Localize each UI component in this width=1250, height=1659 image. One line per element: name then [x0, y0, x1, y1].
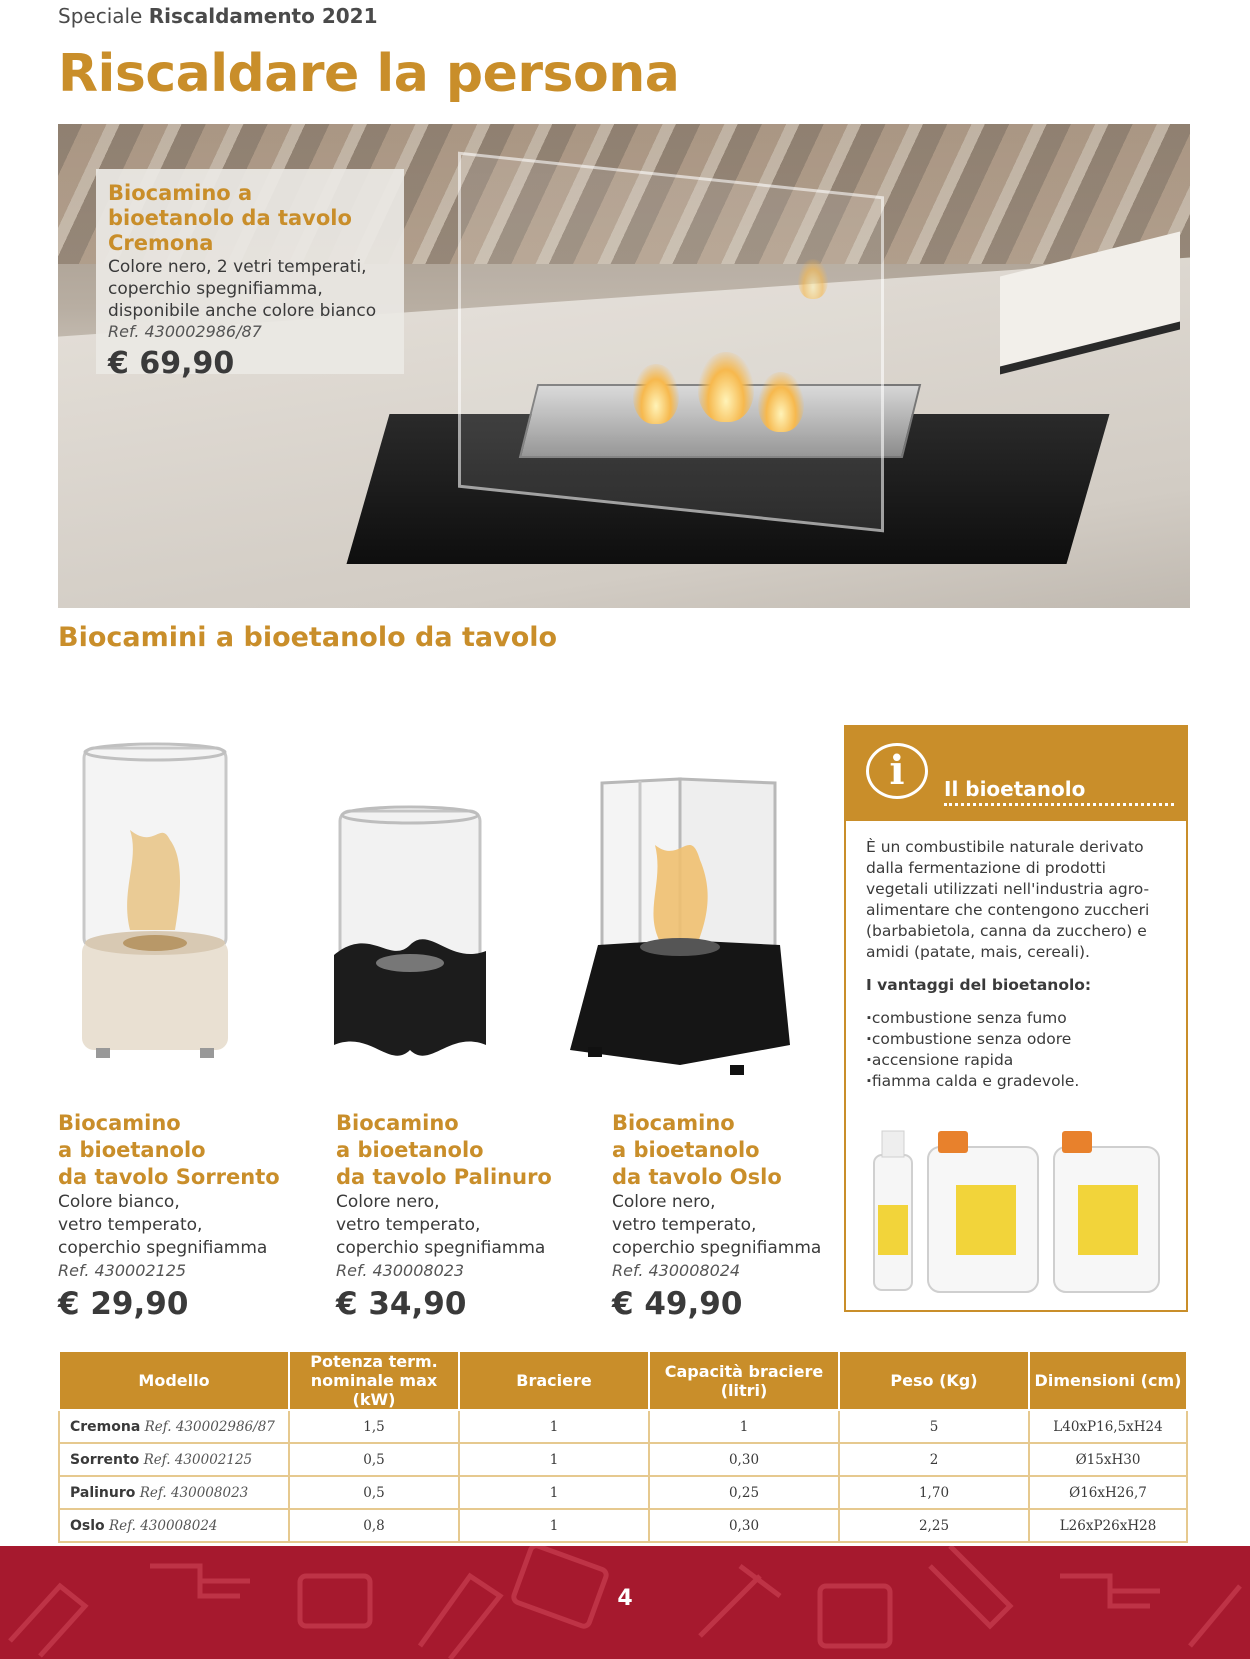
burner-icon — [123, 935, 187, 951]
product-desc-line: coperchio spegnifiamma — [612, 1238, 822, 1258]
product-ref: Ref. 430002125 — [58, 1261, 187, 1280]
info-box-title: Il bioetanolo — [944, 777, 1086, 801]
flame-icon — [127, 830, 180, 930]
product-title-line: Biocamino — [336, 1111, 459, 1135]
product-desc-line: vetro temperato, — [58, 1215, 203, 1235]
product-oslo — [612, 1110, 872, 1322]
info-box-body — [846, 821, 1186, 1092]
model-name: Cremona — [70, 1418, 141, 1435]
spec-table — [58, 1350, 1188, 1543]
cell-weight: 2,25 — [839, 1509, 1029, 1542]
table-header-row — [59, 1351, 1187, 1410]
col-header: Dimensioni (cm) — [1029, 1351, 1187, 1410]
cell-weight: 1,70 — [839, 1476, 1029, 1509]
cell-capacity: 0,30 — [649, 1509, 839, 1542]
jerrycan-label — [1078, 1185, 1138, 1255]
model-ref: Ref. 430008024 — [108, 1517, 218, 1534]
col-header: Capacità braciere (litri) — [649, 1351, 839, 1410]
table-row — [59, 1509, 1187, 1542]
cell-power: 0,5 — [289, 1443, 459, 1476]
product-desc-line: vetro temperato, — [612, 1215, 757, 1235]
section-title: Biocamini a bioetanolo da tavolo — [58, 622, 558, 653]
hero-product-price: € 69,90 — [108, 346, 235, 381]
product-title-line: da tavolo Sorrento — [58, 1165, 280, 1189]
product-price: € 29,90 — [58, 1286, 189, 1322]
foot — [588, 1047, 602, 1057]
hero-product-desc: Colore nero, 2 vetri temperati, coperchio spegnifiamma, disponibile anche colore bianco — [108, 257, 377, 321]
cell-power: 0,5 — [289, 1476, 459, 1509]
dotted-divider — [944, 803, 1174, 806]
cell-braciere: 1 — [459, 1443, 649, 1476]
table-row — [59, 1443, 1187, 1476]
cell-braciere: 1 — [459, 1410, 649, 1443]
product-ref: Ref. 430008023 — [336, 1261, 465, 1280]
oslo-image — [570, 775, 790, 1080]
cell-dimensions: L40xP16,5xH24 — [1029, 1410, 1187, 1443]
page-kicker — [58, 4, 377, 28]
page-number: 4 — [617, 1586, 633, 1611]
cell-capacity: 0,30 — [649, 1443, 839, 1476]
cell-weight: 2 — [839, 1443, 1029, 1476]
product-title-line: da tavolo Palinuro — [336, 1165, 552, 1189]
product-palinuro — [336, 1110, 596, 1322]
advantages-list — [866, 1008, 1166, 1092]
product-title-line: Biocamino — [58, 1111, 181, 1135]
cell-dimensions: L26xP26xH28 — [1029, 1509, 1187, 1542]
burner-icon — [640, 938, 720, 956]
col-header: Modello — [59, 1351, 289, 1410]
page-title: Riscaldare la persona — [58, 44, 680, 104]
cell-capacity: 0,25 — [649, 1476, 839, 1509]
cell-power: 1,5 — [289, 1410, 459, 1443]
burner-icon — [376, 954, 444, 972]
product-desc-line: Colore nero, — [336, 1192, 440, 1212]
product-ref: Ref. 430008024 — [612, 1261, 741, 1280]
advantages-title: I vantaggi del bioetanolo: — [866, 976, 1092, 994]
cell-model — [59, 1476, 289, 1509]
cell-capacity: 1 — [649, 1410, 839, 1443]
foot — [730, 1065, 744, 1075]
cell-model — [59, 1443, 289, 1476]
product-desc-line: Colore nero, — [612, 1192, 716, 1212]
cell-weight: 5 — [839, 1410, 1029, 1443]
product-desc-line: coperchio spegnifiamma — [336, 1238, 546, 1258]
col-header: Peso (Kg) — [839, 1351, 1029, 1410]
model-name: Sorrento — [70, 1451, 140, 1468]
kicker-bold: Riscaldamento 2021 — [148, 4, 378, 28]
table-row — [59, 1410, 1187, 1443]
product-title-line: a bioetanolo — [336, 1138, 484, 1162]
cell-model — [59, 1509, 289, 1542]
info-box-header — [846, 727, 1186, 821]
foot — [96, 1048, 110, 1058]
product-price: € 34,90 — [336, 1286, 467, 1322]
cell-braciere: 1 — [459, 1476, 649, 1509]
jerrycan-cap — [938, 1131, 968, 1153]
product-desc-line: coperchio spegnifiamma — [58, 1238, 268, 1258]
advantage-item: · accensione rapida — [866, 1050, 1166, 1071]
bottle-label — [878, 1205, 908, 1255]
info-icon: i — [866, 743, 928, 799]
bioethanol-bottles-image — [866, 1125, 1166, 1295]
palinuro-image — [330, 805, 490, 1075]
cell-dimensions: Ø16xH26,7 — [1029, 1476, 1187, 1509]
info-description: È un combustibile naturale derivato dalla fermentazione di prodotti vegetali utilizzati nell'industria agro-alimentare che contengono zuccheri (barbabietola, canna da zucchero) e amidi (patate, mais, cereali). — [866, 838, 1150, 961]
hero-glass-panel — [458, 152, 884, 533]
col-header: Braciere — [459, 1351, 649, 1410]
white-base — [82, 940, 228, 1050]
jerrycan-cap — [1062, 1131, 1092, 1153]
jerrycan-label — [956, 1185, 1016, 1255]
product-price: € 49,90 — [612, 1286, 743, 1322]
hero-product-ref: Ref. 430002986/87 — [108, 322, 262, 341]
model-ref: Ref. 430002986/87 — [144, 1418, 275, 1435]
model-name: Oslo — [70, 1517, 105, 1534]
model-ref: Ref. 430008023 — [139, 1484, 249, 1501]
model-ref: Ref. 430002125 — [143, 1451, 253, 1468]
cell-power: 0,8 — [289, 1509, 459, 1542]
bioethanol-info-box — [844, 725, 1188, 1312]
product-desc-line: Colore bianco, — [58, 1192, 180, 1212]
cell-model — [59, 1410, 289, 1443]
product-title-line: Biocamino — [612, 1111, 735, 1135]
col-header: Potenza term. nominale max (kW) — [289, 1351, 459, 1410]
product-title-line: a bioetanolo — [612, 1138, 760, 1162]
product-sorrento — [58, 1110, 318, 1322]
flame-icon — [653, 845, 707, 950]
advantage-item: · combustione senza fumo — [866, 1008, 1166, 1029]
table-row — [59, 1476, 1187, 1509]
hero-image — [58, 124, 1190, 608]
product-title-line: a bioetanolo — [58, 1138, 206, 1162]
foot — [200, 1048, 214, 1058]
footer-band — [0, 1546, 1250, 1659]
advantage-item: · combustione senza odore — [866, 1029, 1166, 1050]
hero-product-title: Biocamino a bioetanolo da tavolo Cremona — [108, 181, 352, 255]
glass-cylinder — [340, 811, 480, 961]
cell-braciere: 1 — [459, 1509, 649, 1542]
product-desc-line: vetro temperato, — [336, 1215, 481, 1235]
product-title-line: da tavolo Oslo — [612, 1165, 782, 1189]
black-base — [570, 940, 790, 1065]
hero-info-card — [96, 169, 404, 381]
model-name: Palinuro — [70, 1484, 136, 1501]
bottle-neck — [882, 1131, 904, 1157]
advantage-item: · fiamma calda e gradevole. — [866, 1071, 1166, 1092]
sorrento-image — [70, 740, 240, 1070]
cell-dimensions: Ø15xH30 — [1029, 1443, 1187, 1476]
kicker-light: Speciale — [58, 4, 143, 28]
